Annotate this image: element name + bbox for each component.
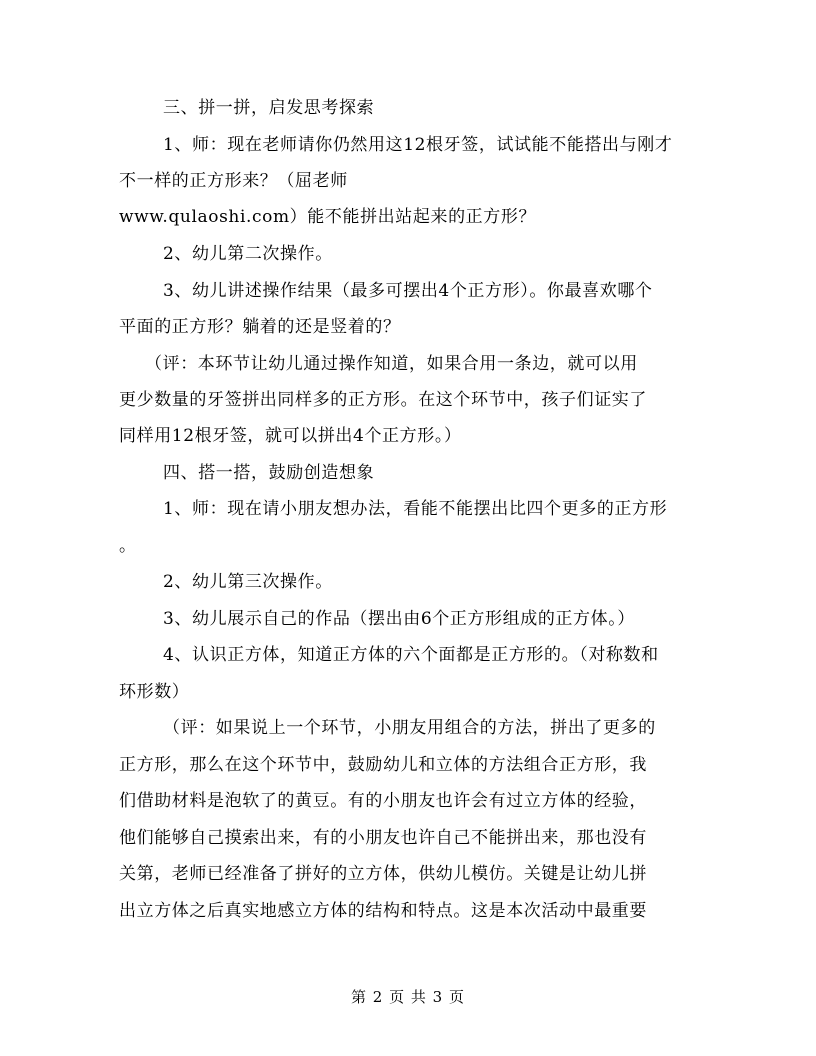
paragraph-line: 2、幼儿第三次操作。 xyxy=(163,572,333,592)
paragraph-line: 3、幼儿展示自己的作品（摆出由6个正方形组成的正方体。） xyxy=(163,609,635,629)
paragraph-line: 4、认识正方体，知道正方体的六个面都是正方形的。（对称数和 xyxy=(163,645,659,665)
paragraph-line: 2、幼儿第二次操作。 xyxy=(163,244,333,264)
comment-line: 关第，老师已经准备了拼好的立方体，供幼儿模仿。关键是让幼儿拼 xyxy=(119,864,647,884)
comment-line: 他们能够自己摸索出来，有的小朋友也许自己不能拼出来，那也没有 xyxy=(119,828,647,848)
paragraph-line: 。 xyxy=(119,536,137,556)
comment-line: 正方形，那么在这个环节中，鼓励幼儿和立体的方法组合正方形，我 xyxy=(119,755,647,775)
comment-line: 们借助材料是泡软了的黄豆。有的小朋友也许会有过立方体的经验， xyxy=(119,791,647,811)
section-heading-4: 四、搭一搭，鼓励创造想象 xyxy=(163,463,375,483)
comment-line: 更少数量的牙签拼出同样多的正方形。在这个环节中，孩子们证实了 xyxy=(119,390,647,410)
paragraph-line: 1、师：现在老师请你仍然用这12根牙签，试试能不能搭出与刚才 xyxy=(163,135,673,155)
section-heading-3: 三、拼一拼，启发思考探索 xyxy=(163,98,375,118)
paragraph-line: www.qulaoshi.com）能不能拼出站起来的正方形？ xyxy=(119,207,537,227)
comment-line: （评：本环节让幼儿通过操作知道，如果合用一条边，就可以用 xyxy=(145,354,638,374)
paragraph-line: 环形数） xyxy=(119,682,190,702)
comment-line: 同样用12根牙签，就可以拼出4个正方形。） xyxy=(119,426,462,446)
paragraph-line: 平面的正方形？躺着的还是竖着的？ xyxy=(119,317,401,337)
comment-line: 出立方体之后真实地感立方体的结构和特点。这是本次活动中最重要 xyxy=(119,901,647,921)
paragraph-line: 3、幼儿讲述操作结果（最多可摆出4个正方形）。你最喜欢哪个 xyxy=(163,281,653,301)
paragraph-line: 1、师：现在请小朋友想办法，看能不能摆出比四个更多的正方形 xyxy=(163,499,668,519)
page-number-footer: 第 2 页 共 3 页 xyxy=(351,988,465,1006)
paragraph-line: 不一样的正方形来？（屈老师 xyxy=(119,171,348,191)
comment-line: （评：如果说上一个环节，小朋友用组合的方法，拼出了更多的 xyxy=(163,718,656,738)
